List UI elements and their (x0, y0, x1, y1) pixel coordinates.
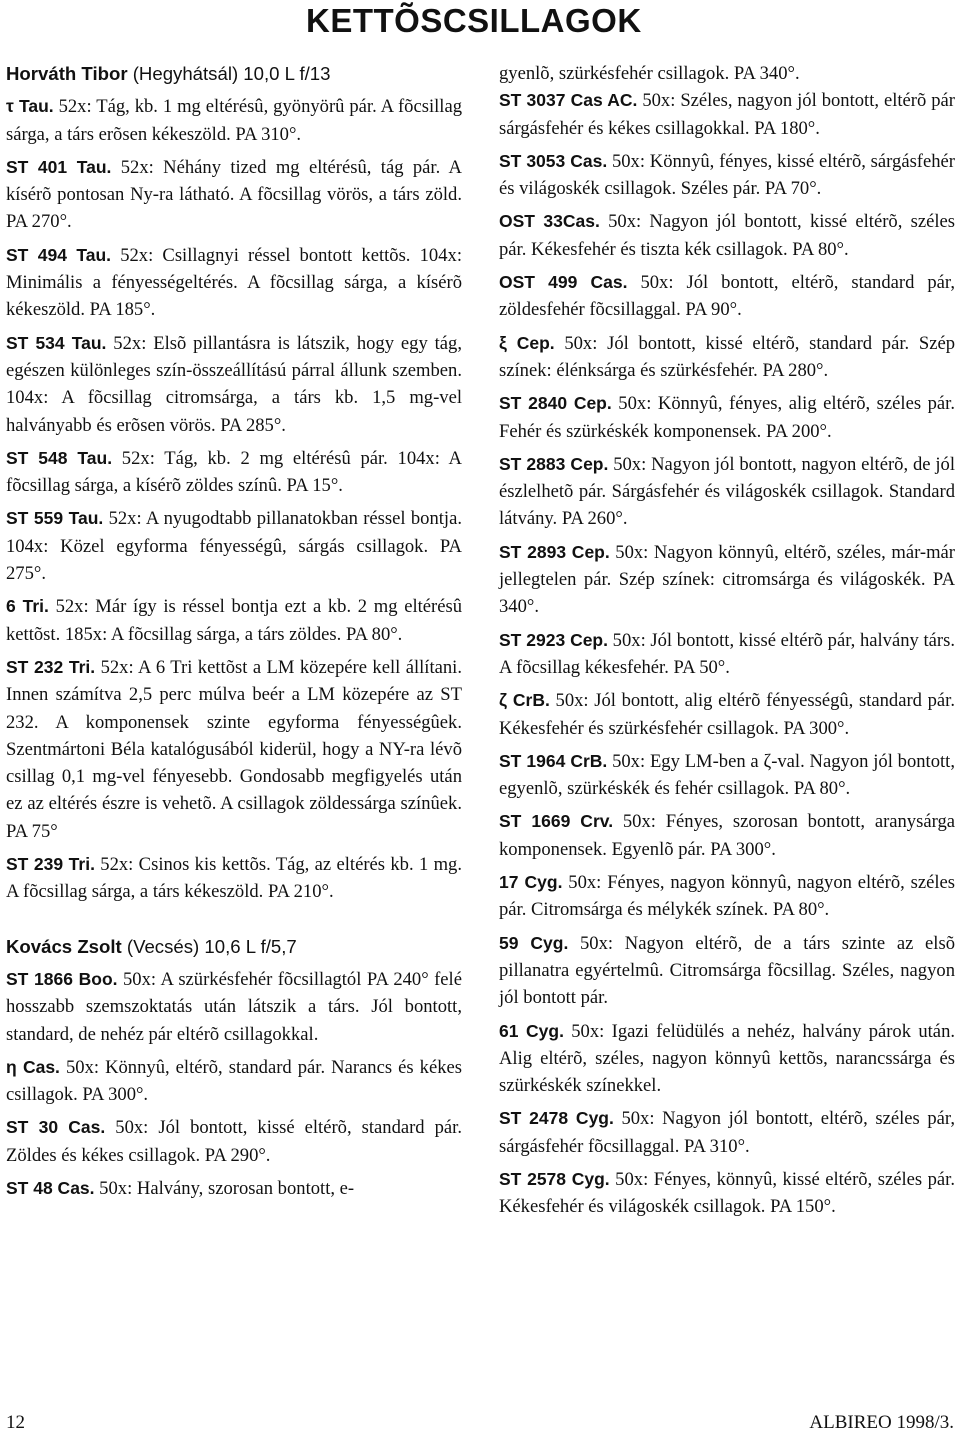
observation-text: 50x: Könnyû, fényes, kissé eltérõ, sárgásfehér és világoskék csillagok. Széles pár. PA 70°. (499, 150, 955, 200)
star-designation: ST 401 Tau. (6, 156, 112, 177)
observation-entry (499, 451, 955, 533)
star-designation: ST 2923 Cep. (499, 629, 608, 650)
observation-entry (6, 505, 462, 587)
observation-entry (6, 654, 462, 845)
observation-entry (499, 930, 955, 1012)
observation-entry (6, 330, 462, 439)
observation-entry (6, 1054, 462, 1109)
observation-entry (499, 87, 955, 142)
observation-entry (6, 1175, 462, 1202)
observation-entry (499, 390, 955, 445)
observation-text: 52x: Tág, kb. 1 mg eltérésû, gyönyörû pár. A fõcsillag sárga, a társ erõsen kékeszöld. PA 310°. (6, 96, 462, 145)
right-column (499, 60, 955, 1221)
star-designation: ST 534 Tau. (6, 332, 107, 353)
star-designation: ST 2893 Cep. (499, 541, 610, 562)
observer-name: Horváth Tibor (6, 63, 128, 84)
continued-text: gyenlõ, szürkésfehér csillagok. PA 340°. (499, 63, 800, 84)
observation-text: 50x: Nagyon jól bontott, eltérõ, széles pár, sárgásfehér fõcsillaggal. PA 310°. (499, 1108, 955, 1157)
observation-entry (499, 1105, 955, 1160)
observation-text: 50x: Jól bontott, kissé eltérõ pár, halvány társ. A fõcsillag kékesfehér. PA 50°. (499, 629, 955, 678)
observation-text: 50x: Nagyon eltérõ, de a társ szinte az elsõ pillanatra egyértelmû. Citromsárga fõcsillag. Széles, nagyon jól bontott pár. (499, 932, 956, 1009)
observer-name: Kovács Zsolt (6, 935, 122, 957)
observation-entry (499, 687, 955, 742)
observation-entry (499, 330, 955, 385)
observation-entry (6, 966, 462, 1048)
star-designation: ST 2840 Cep. (499, 393, 612, 414)
left-column (6, 60, 462, 1202)
observation-text: 52x: A nyugodtabb pillanatokban réssel bontja. 104x: Közel egyforma fényességû, sárgás csillagok. PA 275°. (6, 508, 462, 585)
observation-entry (499, 148, 955, 203)
star-designation: ST 3037 Cas AC. (499, 90, 638, 111)
star-designation: ST 1669 Crv. (499, 811, 614, 832)
observation-text: 50x: Fényes, könnyû, kissé eltérõ, széles pár. Kékesfehér és világoskék csillagok. PA 150°. (499, 1168, 955, 1218)
observation-entry (499, 748, 955, 803)
observer-details: (Vecsés) 10,6 L f/5,7 (121, 935, 297, 957)
journal-name: ALBIREO 1998/3. (809, 1412, 954, 1433)
observation-entry (6, 242, 462, 324)
observation-text: 52x: Tág, kb. 2 mg eltérésû pár. 104x: A fõcsillag sárga, a kísérõ zöldes színû. PA 15°. (6, 447, 462, 497)
star-designation: η Cas. (6, 1056, 60, 1077)
observation-text: 52x: A 6 Tri kettõst a LM közepére kell állítani. Innen számítva 2,5 perc múlva beér a LM közepére az ST 232. A komponensek szinte egyforma fényességûek. Szentmártoni Béla katalógusából kiderül, hogy a NY-ra lévõ csillag 0,1 mg-vel fényesebb. Gondosabb megfigyelés után ez az eltérés észre is vehetõ. A csillagok zöldessárga színûek. PA 75° (6, 656, 463, 842)
observer-line (6, 60, 462, 87)
star-designation: ξ Cep. (499, 332, 555, 353)
section-heading: KETTÕSCSILLAGOK (306, 2, 642, 39)
observation-entry (6, 93, 462, 148)
observation-text: 50x: Széles, nagyon jól bontott, eltérõ pár sárgásfehér és kékes csillagokkal. PA 180°. (499, 90, 955, 139)
observation-text: 50x: Nagyon jól bontott, nagyon eltérõ, de jól észlelhetõ pár. Sárgásfehér és világoskék csillagok. Standard látvány. PA 260°. (499, 453, 955, 530)
observation-text: 50x: Halvány, szorosan bontott, e- (94, 1177, 355, 1199)
star-designation: ST 548 Tau. (6, 447, 113, 468)
star-designation: ST 1964 CrB. (499, 750, 608, 771)
star-designation: ST 1866 Boo. (6, 968, 118, 989)
observation-text: 50x: Nagyon jól bontott, kissé eltérõ, széles pár. Kékesfehér és tiszta kék csillagok. PA 80°. (499, 211, 955, 260)
observation-entry (6, 445, 462, 500)
observation-entry (499, 1018, 955, 1100)
observation-entry (499, 269, 955, 324)
observer-details: (Hegyhátsál) 10,0 L f/13 (127, 63, 331, 84)
observation-entry (6, 1114, 462, 1169)
star-designation: ST 494 Tau. (6, 244, 112, 265)
observation-entry (499, 539, 955, 621)
observation-text: 50x: A szürkésfehér fõcsillagtól PA 240° felé hosszabb szemszoktatás után látszik a társ. Jól bontott, standard, de nehéz pár eltérõ csillagokkal. (6, 968, 462, 1045)
observation-text: 50x: Igazi felüdülés a nehéz, halvány párok után. Alig eltérõ, széles, nagyon könnyû kettõs, narancssárga és szürkéskék színekkel. (499, 1020, 956, 1097)
observation-text: 52x: Csillagnyi réssel bontott kettõs. 104x: Minimális a fényességeltérés. A fõcsillag sárga, a kísérõ kékeszöld. PA 185°. (6, 244, 462, 321)
observation-text: 52x: Csinos kis kettõs. Tág, az eltérés kb. 1 mg. A fõcsillag sárga, a társ kékeszöld. PA 210°. (6, 854, 462, 903)
observation-text: 50x: Könnyû, fényes, alig eltérõ, széles pár. Fehér és szürkéskék komponensek. PA 200°. (499, 393, 955, 442)
observation-entry (6, 593, 462, 648)
observation-list (499, 87, 955, 1220)
observation-text: 50x: Könnyû, eltérõ, standard pár. Narancs és kékes csillagok. PA 300°. (6, 1056, 462, 1106)
observation-entry (499, 869, 955, 924)
star-designation: 59 Cyg. (499, 932, 569, 953)
star-designation: 6 Tri. (6, 596, 49, 617)
observation-list (6, 966, 462, 1202)
observation-text: 50x: Jól bontott, eltérõ, standard pár, zöldesfehér fõcsillaggal. PA 90°. (499, 272, 955, 321)
star-designation: ST 30 Cas. (6, 1117, 106, 1138)
star-designation: OST 499 Cas. (499, 272, 628, 293)
star-designation: ST 48 Cas. (6, 1177, 95, 1198)
star-designation: ST 2578 Cyg. (499, 1168, 610, 1189)
star-designation: ST 2478 Cyg. (499, 1108, 614, 1129)
observation-text: 52x: Néhány tized mg eltérésû, tág pár. A kísérõ pontosan Ny-ra látható. A fõcsillag vörös, a társ zöld. PA 270°. (6, 156, 462, 233)
observation-entry (6, 851, 462, 906)
observation-entry (499, 1166, 955, 1221)
observation-text: 50x: Fényes, nagyon könnyû, nagyon eltérõ, széles pár. Citromsárga és mélykék színek. PA 80°. (499, 872, 956, 921)
star-designation: ST 559 Tau. (6, 508, 104, 529)
star-designation: ST 2883 Cep. (499, 453, 609, 474)
observation-text: 50x: Jól bontott, kissé eltérõ, standard pár. Zöldes és kékes csillagok. PA 290°. (6, 1117, 462, 1166)
observation-entry (499, 808, 955, 863)
star-designation: 17 Cyg. (499, 872, 563, 893)
observation-text: 50x: Jól bontott, alig eltérõ fényességû, standard pár. Kékesfehér és szürkésfehér csillagok. PA 300°. (499, 690, 955, 739)
observation-entry (499, 208, 955, 263)
observation-text: 50x: Egy LM-ben a ζ-val. Nagyon jól bontott, egyenlõ, szürkéskék és fehér csillagok. PA 80°. (499, 750, 955, 800)
observation-text: 50x: Nagyon könnyû, eltérõ, széles, már-már jellegtelen pár. Szép színek: citromsárga és világoskék. PA 340°. (499, 541, 955, 618)
page-number: 12 (6, 1412, 25, 1433)
star-designation: ST 239 Tri. (6, 854, 95, 875)
observation-entry (499, 627, 955, 682)
star-designation: OST 33Cas. (499, 211, 600, 232)
star-designation: 61 Cyg. (499, 1020, 564, 1041)
star-designation: ST 3053 Cas. (499, 150, 608, 171)
observation-entry (6, 154, 462, 236)
star-designation: ST 232 Tri. (6, 656, 96, 677)
observation-text: 52x: Elsõ pillantásra is látszik, hogy egy tág, egészen különleges szín-összeállítású párral állunk szemben. 104x: A fõcsillag citromsárga, a társ kb. 1,5 mg-vel halványabb és erõsen vörös. PA 285°. (6, 332, 462, 436)
observer-line (6, 933, 462, 960)
observation-text: 50x: Jól bontott, kissé eltérõ, standard pár. Szép színek: élénksárga és szürkésfehér. PA 280°. (499, 332, 956, 381)
observation-text: 52x: Már így is réssel bontja ezt a kb. 2 mg eltérésû kettõst. 185x: A fõcsillag sárga, a társ zöldes. PA 80°. (6, 596, 463, 645)
observation-text: 50x: Fényes, szorosan bontott, aranysárga komponensek. Egyenlõ pár. PA 300°. (499, 811, 956, 860)
star-designation: τ Tau. (6, 96, 54, 117)
observation-list (6, 93, 462, 905)
star-designation: ζ CrB. (499, 690, 550, 711)
